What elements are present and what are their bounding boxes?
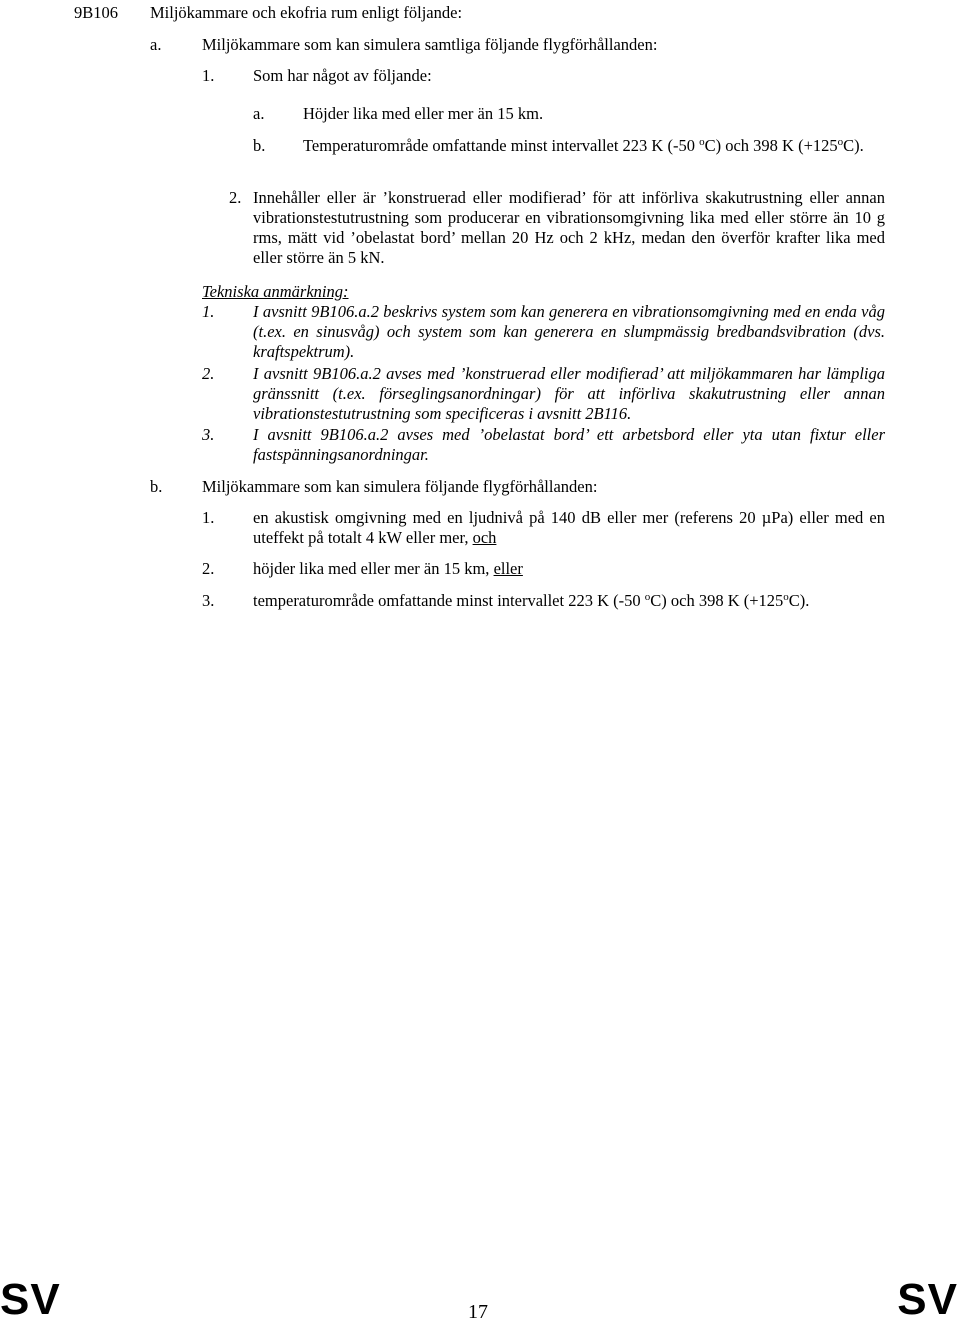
page-number: 17 [468, 1301, 488, 1323]
item-a1a-marker: a. [253, 104, 265, 123]
item-a1b-marker: b. [253, 136, 266, 155]
note-1-text: I avsnitt 9B106.a.2 beskrivs system som kan generera en vibrationsomgivning med en enda våg (t.ex. en sinusvåg) och system som kan generera en slumpmässig bredbandsvibration (dvs. kraftspektrum). [253, 302, 885, 361]
item-a1-marker: 1. [202, 66, 215, 85]
item-b3-marker: 3. [202, 591, 215, 610]
item-b-text: Miljökammare som kan simulera följande flygförhållanden: [202, 477, 598, 496]
item-a1b-text: Temperaturområde omfattande minst intervallet 223 K (-50 $^o$C) och 398 K $(+125^oC)$. [303, 136, 864, 155]
item-a1a-text: Höjder lika med eller mer än 15 km. [303, 104, 544, 123]
item-b1-marker: 1. [202, 508, 215, 527]
note-3-text: I avsnitt 9B106.a.2 avses med ’obelastat bord’ ett arbetsbord eller yta utan fixtur eller fastspänningsanordningar. [253, 425, 885, 464]
section-title: Miljökammare och ekofria rum enligt följande: [150, 3, 463, 22]
item-a-marker: a. [150, 35, 162, 54]
footer-language-mark-left: SV [0, 1275, 61, 1324]
section-code: 9B106 [74, 3, 119, 22]
item-b3-text: temperaturområde omfattande minst intervallet 223 K (-50 $^o$C) och 398 K $(+125^oC)$. [253, 591, 810, 610]
item-a1-text: Som har något av följande: [253, 66, 432, 85]
item-b2-text: höjder lika med eller mer än 15 km, eller [253, 559, 523, 578]
note-2-marker: 2. [202, 364, 215, 383]
item-a2-marker: 2. [229, 188, 242, 207]
note-3-marker: 3. [202, 425, 215, 444]
note-1-marker: 1. [202, 302, 215, 321]
item-a-text: Miljökammare som kan simulera samtliga följande flygförhållanden: [202, 35, 658, 54]
item-a2-text: Innehåller eller är ’konstruerad eller modifierad’ för att införliva skakutrustning eller annan vibrationstestutrustning som producerar en vibrationsomgivning lika med eller större än 10 g rms, mätt vid ’obelastat bord’ mellan 20 Hz och 2 kHz, medan den överför krafter lika med eller större än 5 kN. [253, 188, 885, 267]
footer-language-mark-right: SV [897, 1275, 958, 1324]
notes-heading: Tekniska anmärkning: [202, 282, 349, 301]
item-b1-text: en akustisk omgivning med en ljudnivå på 140 dB eller mer (referens 20 µPa) eller med en uteffekt på totalt 4 kW eller mer, och [253, 508, 885, 547]
item-b2-marker: 2. [202, 559, 215, 578]
item-b-marker: b. [150, 477, 163, 496]
note-2-text: I avsnitt 9B106.a.2 avses med ’konstruerad eller modifierad’ att miljökammaren har lämpliga gränssnitt (t.ex. förseglingsanordningar) för att införliva skakutrustning eller annan vibrationstestutrustning som specificeras i avsnitt 2B116. [253, 364, 885, 423]
